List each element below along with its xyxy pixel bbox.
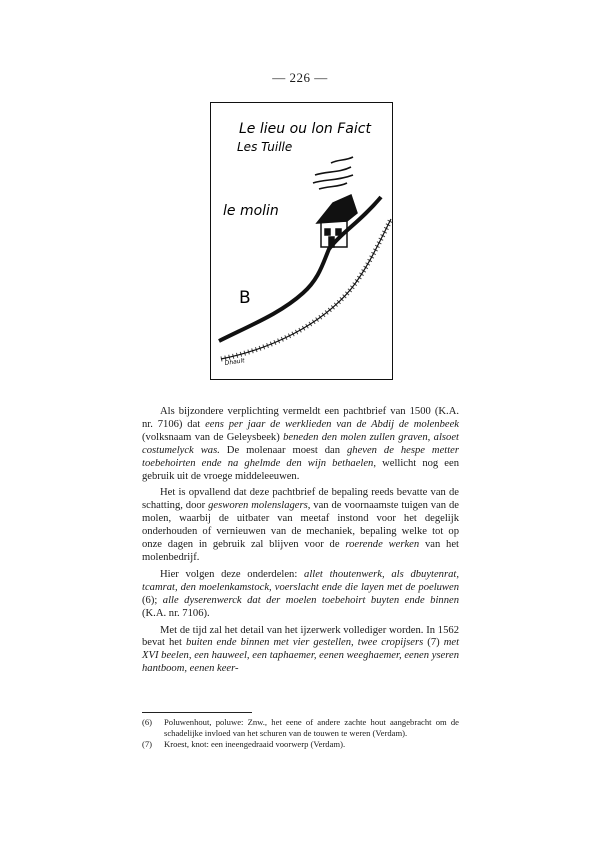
italic-run: gesworen molenslagers	[208, 500, 308, 512]
italic-run: gheven de hespe metter toebehoirten ende na ghelmde den wijn bethaelen	[142, 444, 459, 469]
text-run: Met de tijd zal het detail van het ijzerwerk vollediger worden. In 1562 bevat het	[142, 624, 459, 649]
paragraph-1	[142, 406, 459, 483]
page-number: — 226 —	[272, 70, 328, 85]
sketch-label-tiles: Les Tuille	[237, 140, 293, 154]
sketch-label-bottom: Dhault	[224, 357, 246, 367]
text-run: (7)	[423, 637, 444, 649]
mill-sketch-drawing	[211, 103, 393, 380]
sketch-label-tile-place: Le lieu ou lon Faict	[239, 121, 371, 137]
footnote-rule	[142, 712, 252, 713]
text-run: , wellicht nog een gebruik uit de vroege middeleeuwen.	[142, 457, 460, 482]
smoke-lines-icon	[313, 157, 353, 189]
text-run: , van de voornaamste tuigen van de molen, waarbij de uitbater van meetaf instond voor het degelijk onderhouden of vernieuwen van de mechaniek, bepaling welke tot op onze dagen in gebruik zal blijven voor de	[142, 500, 459, 551]
text-run: Het is opvallend dat deze pachtbrief de bepaling reeds bevatte van de schatting, door	[142, 487, 459, 512]
text-run: Als bijzondere verplichting vermeldt een pachtbrief van 1500 (K.A. nr. 7106) dat	[142, 406, 459, 430]
italic-run: allet thoutenwerk, als dbuytenrat, tcamrat, den moelenkamstock, voerslacht ende die layen met de poeluwen	[142, 568, 459, 593]
footnote-text: Poluwenhout, poluwe: Znw., het eene of andere zachte hout aangebracht om de schadelijke invloed van het schuren van de touwen te weren (Verdam).	[164, 717, 459, 738]
paragraph-3	[142, 569, 459, 621]
paragraph-4	[142, 625, 459, 677]
text-run: (volksnaam van de Geleysbeek)	[142, 431, 284, 443]
italic-run: met XVI beelen, een hauweel, een taphaemer, eenen weeghaemer, eenen yseren hantboom, eenen keer-	[142, 637, 460, 675]
footnote-text: Kroest, knot: een ineengedraaid voorwerp (Verdam).	[164, 739, 346, 749]
body-text	[142, 406, 459, 680]
italic-run: eens per jaar de werklieden van de Abdij de molenbeek	[205, 418, 460, 430]
text-run: van het molenbedrijf.	[142, 539, 459, 563]
text-run: De molenaar moest dan	[219, 444, 347, 456]
italic-run: beneden den molen zullen graven, alsoet costumelyck was.	[142, 431, 459, 456]
footnote-7	[142, 739, 459, 750]
sketch-label-b: B	[239, 288, 251, 308]
paragraph-2	[142, 487, 459, 564]
italic-run: roerende werken	[345, 539, 420, 551]
italic-run: alle dyserenwerck dat der moelen toebehoirt buyten ende binnen	[162, 594, 459, 606]
footnote-6	[142, 717, 459, 738]
text-run: (K.A. nr. 7106).	[142, 607, 210, 619]
footnote-number: (6)	[142, 717, 153, 727]
sketch-label-mill: le molin	[223, 203, 279, 219]
text-run: (6);	[142, 594, 163, 606]
footnote-number: (7)	[142, 739, 153, 749]
mill-sketch-figure	[210, 102, 393, 380]
italic-run: buiten ende binnen met vier gestellen, twee cropijsers	[186, 637, 424, 649]
text-run: Hier volgen deze onderdelen:	[160, 568, 305, 580]
footnotes	[142, 717, 459, 751]
